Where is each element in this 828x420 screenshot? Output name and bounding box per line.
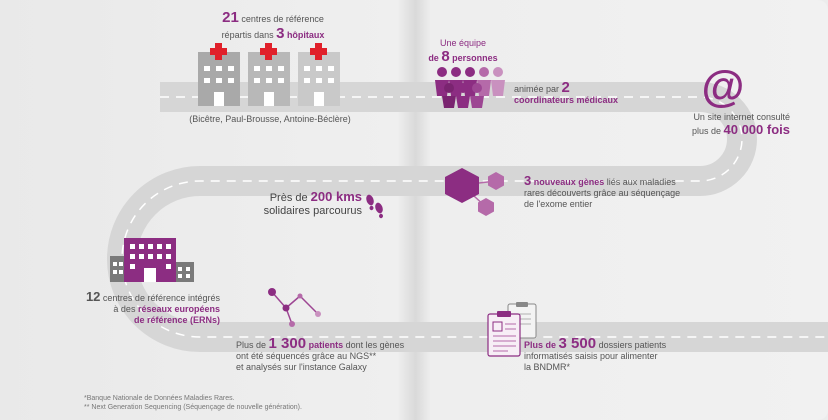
walk-count: 200 kms (310, 189, 362, 204)
molecule-icon (264, 286, 326, 330)
genes-count: 3 (524, 173, 532, 188)
records-line3: la BNDMR* (524, 362, 571, 372)
records-line2: informatisés saisis pour alimenter (524, 351, 658, 361)
team-stat (428, 38, 498, 64)
hospitals-line1: centres de référence (238, 14, 324, 24)
website-count: 40 000 fois (723, 122, 790, 137)
hospitals-hospital-count: 3 (276, 25, 285, 42)
people-icon (434, 66, 508, 108)
website-line1: Un site internet consulté (693, 112, 790, 122)
walk-line2: solidaires parcourus (263, 205, 362, 217)
hospitals-line2-prefix: répartis dans (221, 30, 277, 40)
team-coordinators (514, 80, 644, 106)
genes-rest1: liés aux maladies (604, 177, 676, 187)
footnote-1: *Banque Nationale de Données Maladies Rares. (84, 395, 235, 402)
genes-line2: rares découverts grâce au séquençage (524, 188, 681, 198)
building-icon (110, 238, 194, 282)
genes-purple: nouveaux gènes (531, 177, 605, 187)
website-stat (640, 112, 790, 137)
genes-stat (524, 174, 724, 210)
hexagon-molecule-icon (442, 168, 514, 216)
erns-count: 12 (85, 289, 101, 304)
team-line2-rest: personnes (449, 53, 498, 63)
team-coordinator-count: 2 (561, 79, 570, 96)
erns-stat (40, 290, 220, 326)
patients-prefix: Plus de (236, 340, 269, 350)
footnote-2: ** Next Generation Sequencing (Séquençage de nouvelle génération). (84, 404, 302, 411)
team-anim-prefix: animée par (514, 84, 562, 94)
patients-purple: patients (306, 340, 344, 350)
hospital-icon (198, 40, 348, 106)
genes-line3: de l'exome entier (524, 199, 593, 209)
records-count: 3 500 (558, 335, 597, 352)
erns-line3: de référence (ERNs) (133, 315, 220, 325)
team-line1: Une équipe (439, 38, 487, 48)
erns-line2-purple: réseaux européens (137, 304, 220, 314)
team-count: 8 (441, 48, 450, 65)
svg-text:@: @ (701, 62, 745, 111)
patients-stat (236, 336, 436, 373)
hospitals-count: 21 (222, 9, 239, 26)
patients-count: 1 300 (268, 335, 307, 352)
at-sign-icon (700, 62, 746, 111)
patients-rest1: dont les gènes (343, 340, 405, 350)
footnotes (84, 394, 364, 412)
patients-line3: et analysés sur l'instance Galaxy (236, 362, 367, 372)
records-stat (524, 336, 724, 373)
team-line2-prefix: de (428, 53, 442, 63)
footprints-icon (364, 194, 388, 220)
hospitals-line2-rest: hôpitaux (284, 30, 325, 40)
hospitals-stat (168, 10, 378, 41)
erns-rest1: centres de référence intégrés (100, 293, 220, 303)
walk-prefix: Près de (269, 192, 311, 204)
records-prefix: Plus de (524, 340, 559, 350)
team-anim-rest: coordinateurs médicaux (514, 95, 619, 105)
walk-stat (220, 190, 362, 218)
erns-line2-prefix: à des (113, 304, 138, 314)
website-prefix: plus de (691, 126, 724, 136)
records-rest1: dossiers patients (596, 340, 667, 350)
hospitals-names: (Bicêtre, Paul-Brousse, Antoine-Béclère) (189, 114, 351, 124)
patients-line2: ont été séquencés grâce au NGS** (236, 351, 377, 361)
